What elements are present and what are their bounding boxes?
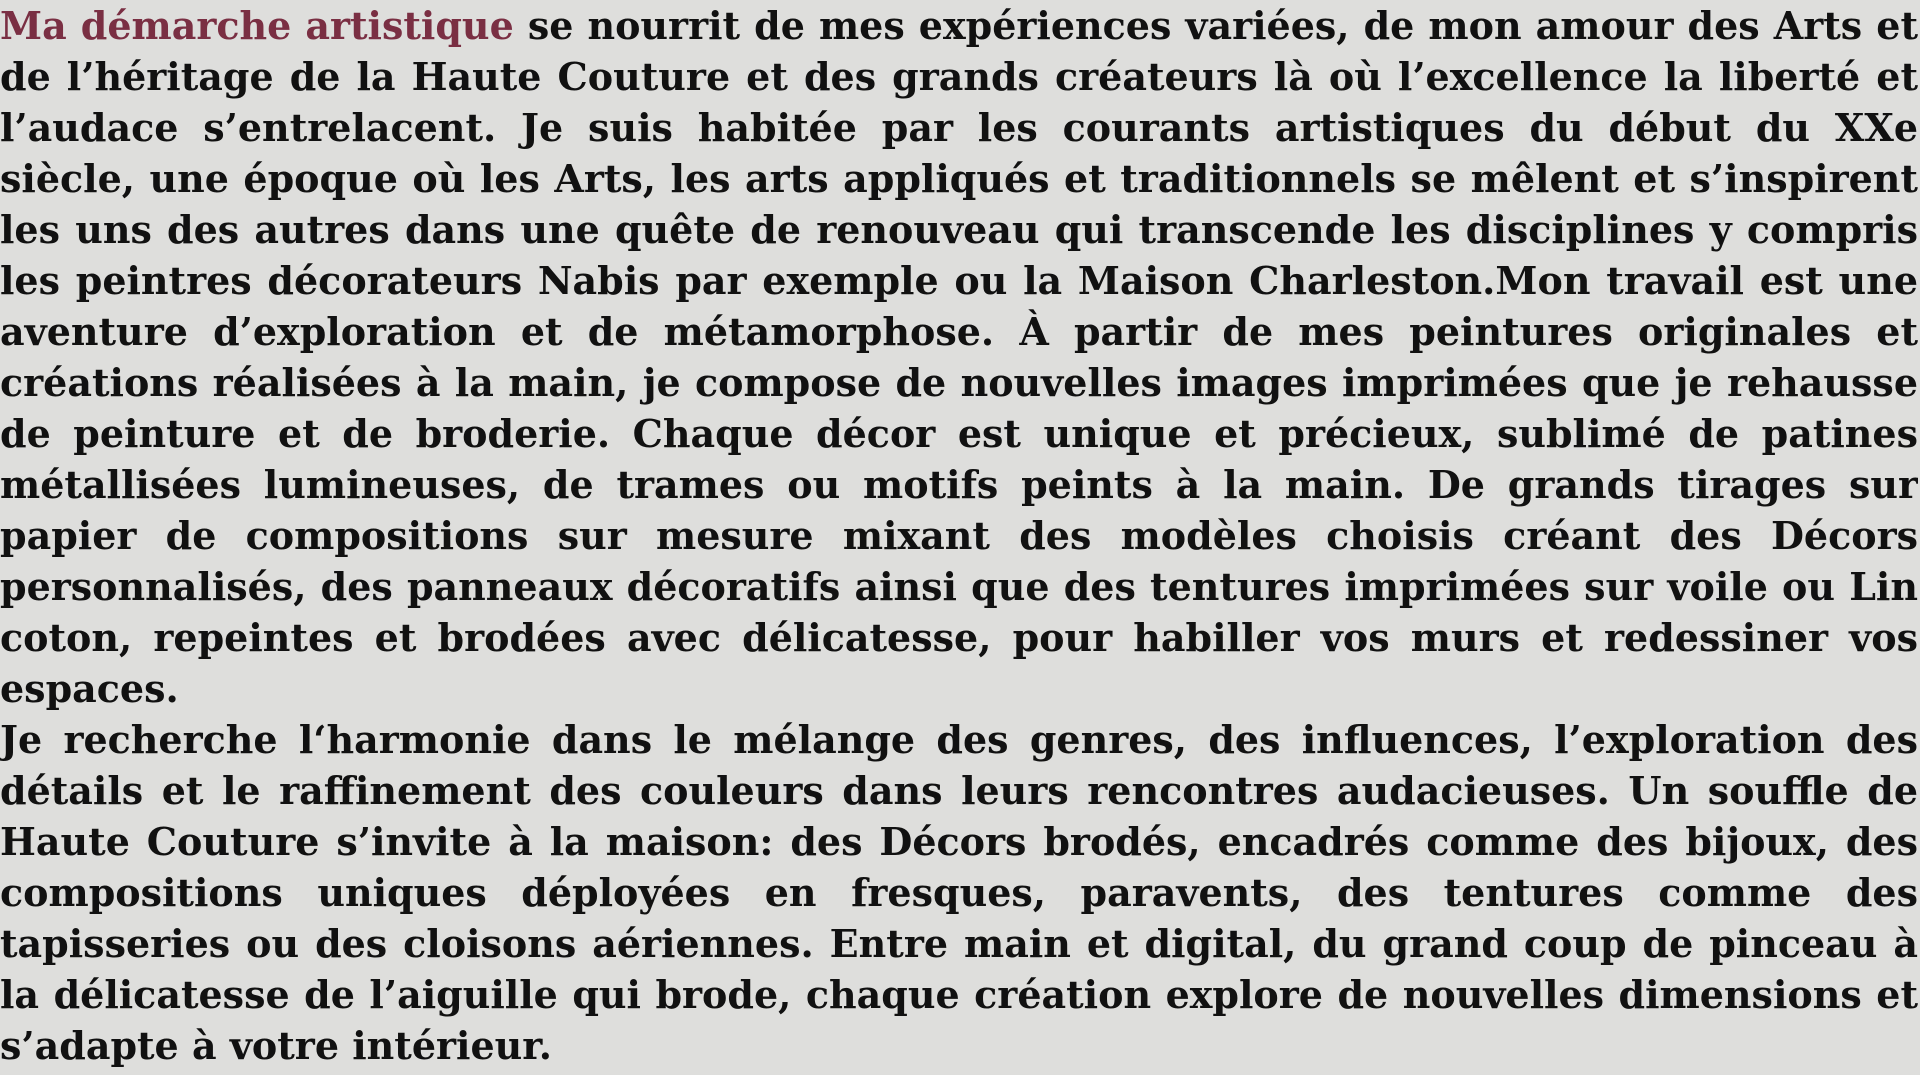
statement-paragraph-1-text: se nourrit de mes expériences variées, de mon amour des Arts et de l’héritage de la Haute Couture et des grands créateurs là où l’excellence la liberté et l’audace s’entrelacent. Je suis habitée par les courants artistiques du début du XXe siècle, une époque où les Arts, les arts appliqués et traditionnels se mêlent et s’inspirent les uns des autres dans une quête de renouveau qui transcende les disciplines y compris les peintres décorateurs Nabis par exemple ou la Maison Charleston.Mon travail est une aventure d’exploration et de métamorphose. À partir de mes peintures originales et créations réalisées à la main, je compose de nouvelles images imprimées que je rehausse de peinture et de broderie. Chaque décor est unique et précieux, sublimé de patines métallisées lumineuses, de trames ou motifs peints à la main. De grands tirages sur papier de compositions sur mesure mixant des modèles choisis créant des Décors personnalisés, des panneaux décoratifs ainsi que des tentures imprimées sur voile ou Lin coton, repeintes et brodées avec délicatesse, pour habiller vos murs et redessiner vos espaces. [0, 3, 1918, 711]
statement-paragraph-2: Je recherche l‘harmonie dans le mélange des genres, des influences, l’exploration des détails et le raffinement des couleurs dans leurs rencontres audacieuses. Un souffle de Haute Couture s’invite à la maison: des Décors brodés, encadrés comme des bijoux, des compositions uniques déployées en fresques, paravents, des tentures comme des tapisseries ou des cloisons aériennes. Entre main et digital, du grand coup de pinceau à la délicatesse de l’aiguille qui brode, chaque création explore de nouvelles dimensions et s’adapte à votre intérieur. [0, 717, 1918, 1068]
statement-heading-highlight: Ma démarche artistique [0, 3, 514, 48]
